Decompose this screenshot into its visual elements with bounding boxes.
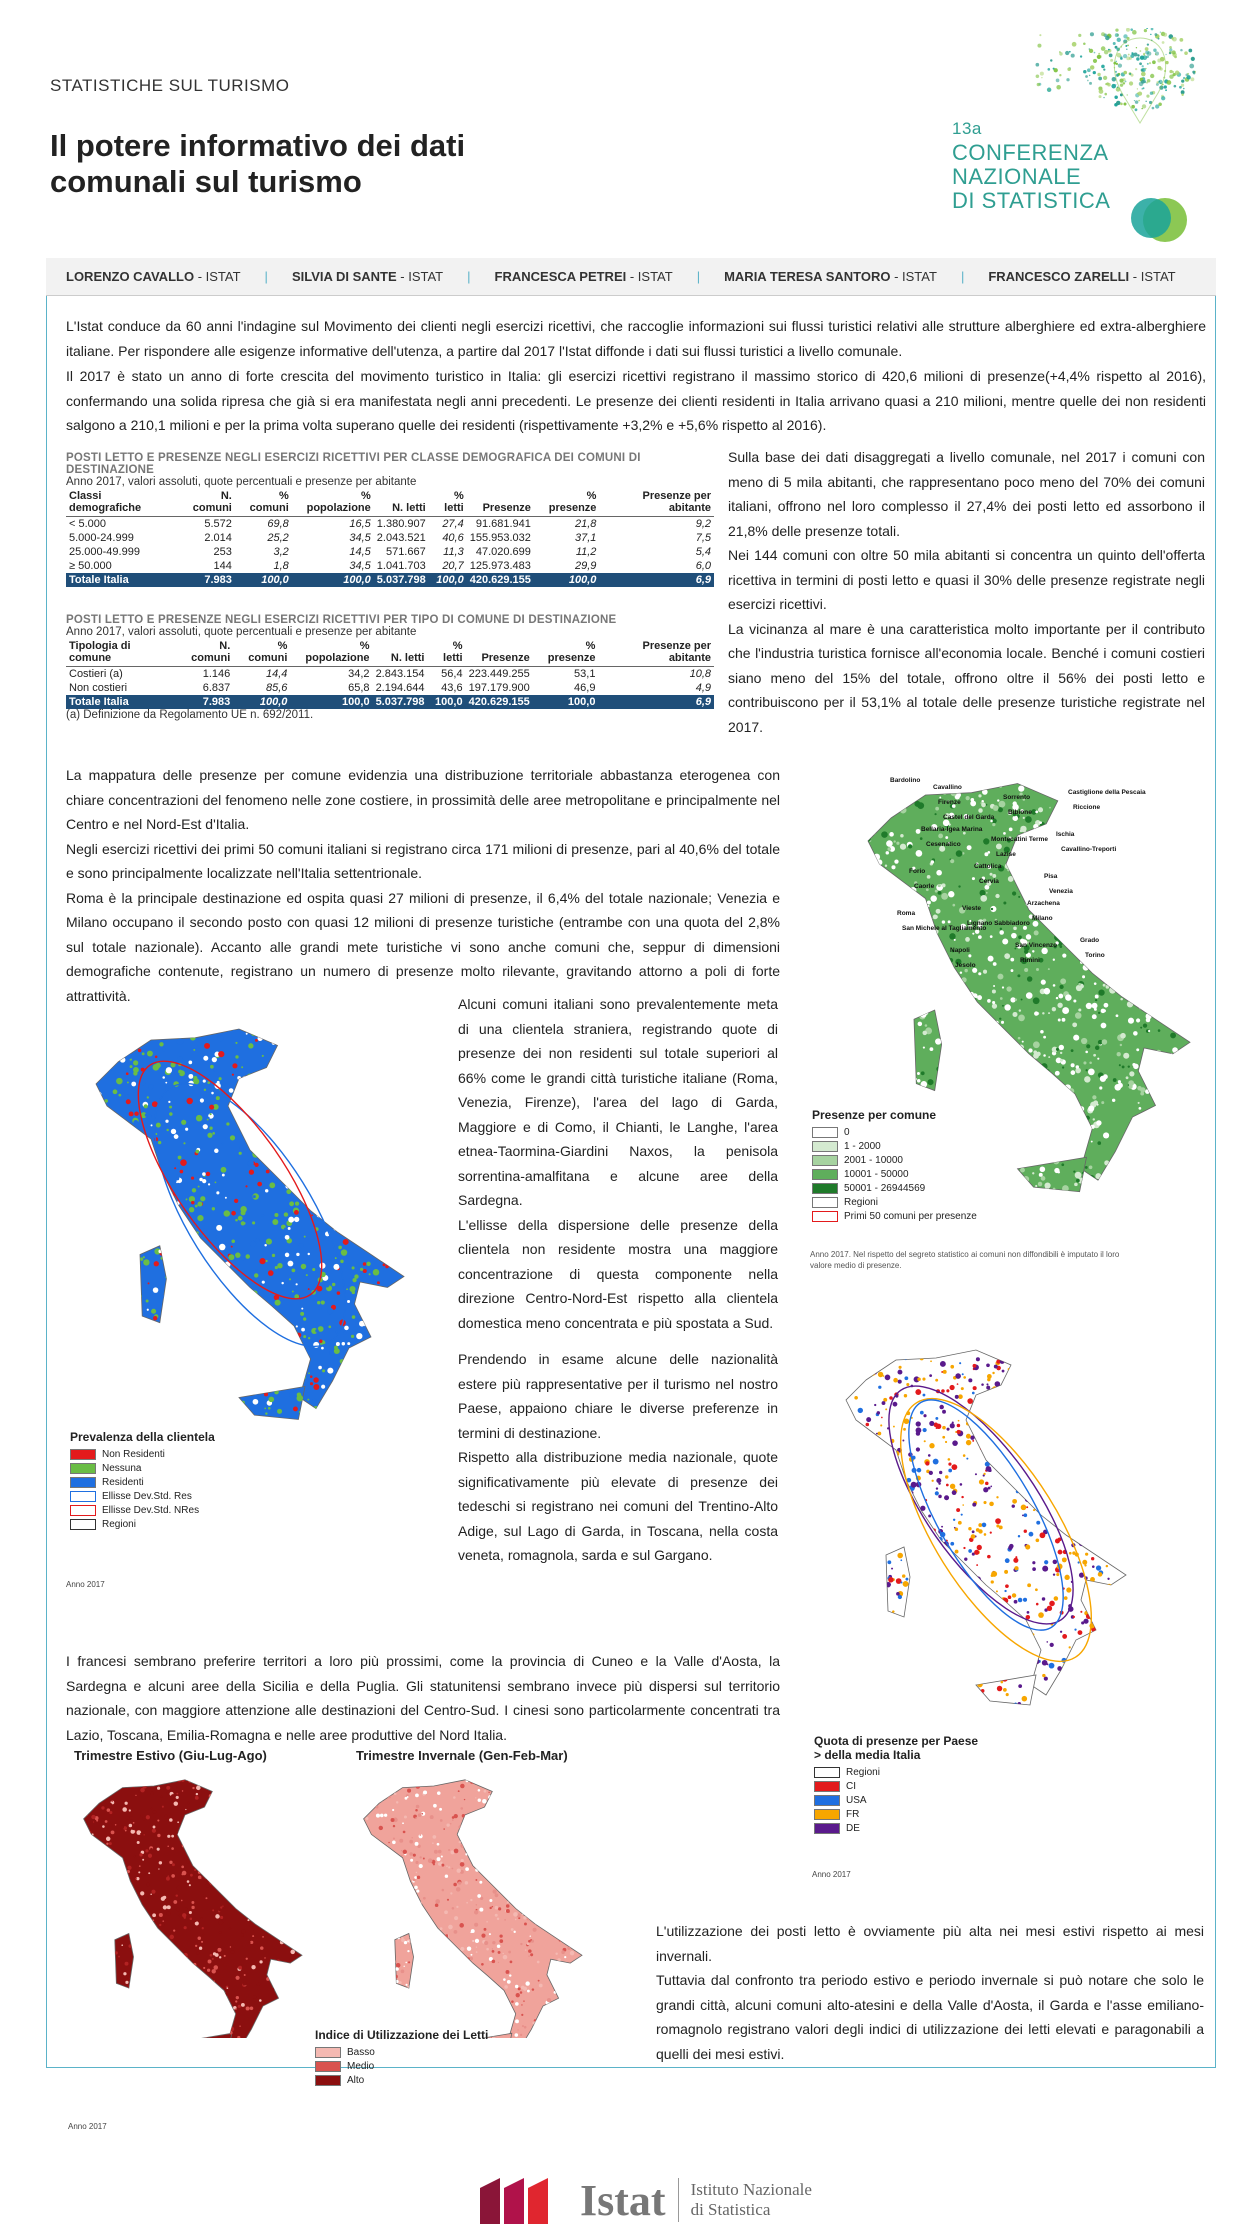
table-cell: 56,4 — [441, 668, 463, 680]
table-cell: 144 — [213, 560, 232, 572]
table-row — [66, 667, 714, 682]
legend-swatch — [814, 1809, 840, 1820]
table-cell: 420.629.155 — [467, 573, 534, 587]
map1-place-label: Bardolino — [890, 777, 921, 784]
table-header: Presenze per abitante — [598, 638, 714, 667]
right-p1: Sulla base dei dati disaggregati a livello comunale, nel 2017 i comuni con meno di 5 mila abitanti, che rappresentano poco meno del 70% dei comuni italiani, offrono nel loro complesso il 27,4% dei posti letto ed assorbono il 21,8% delle presenze totali. — [728, 449, 1205, 539]
author-org: - ISTAT — [400, 269, 444, 284]
mid-p2: Negli esercizi ricettivi dei primi 50 comuni italiani si registrano circa 171 milioni di presenze, pari al 40,6% del totale e sono principalmente localizzate nell'Italia settentrionale. — [66, 840, 780, 881]
table-cell: 125.973.483 — [469, 560, 531, 572]
map1-legend — [812, 1108, 977, 1225]
legend-label: Residenti — [102, 1477, 144, 1488]
map1-place-label: Castiglione della Pescaia — [1068, 789, 1146, 796]
legend-item — [812, 1155, 977, 1166]
table-header: % presenze — [534, 488, 600, 517]
table2 — [66, 638, 714, 709]
table-cell: 100,0 — [534, 573, 600, 587]
author-name: SILVIA DI SANTE - ISTAT — [291, 269, 444, 284]
map1-legend-title: Presenze per comune — [812, 1108, 937, 1122]
table-cell: 100,0 — [533, 695, 599, 709]
map3-legend — [814, 1734, 984, 1837]
legend-label: Non Residenti — [102, 1449, 165, 1460]
right-p2: Nei 144 comuni con oltre 50 mila abitanti si concentra un quinto dell'offerta ricettiva in termini di posti letto e quasi il 30% delle presenze registrate negli esercizi ricettivi. — [728, 547, 1205, 612]
legend-swatch — [315, 2047, 341, 2058]
table-cell: 6,0 — [695, 560, 711, 572]
legend-item — [812, 1169, 977, 1180]
table1-block — [66, 452, 714, 587]
legend-item — [814, 1781, 984, 1792]
map-nazionalita — [806, 1330, 1216, 1885]
map1-place-label: Rimini — [1020, 957, 1040, 964]
map1-place-label: Jesolo — [955, 962, 976, 969]
legend-label: Medio — [347, 2061, 375, 2072]
legend-item — [70, 1491, 215, 1502]
legend-label: FR — [846, 1809, 860, 1820]
map4-caption: Anno 2017 — [68, 2122, 107, 2131]
right-p3: La vicinanza al mare è una caratteristica molto importante per il contributo che l'industria turistica fornisce all'economia locale. Benché i comuni costieri siano meno del 15% del totale, offrono oltre il 56% dei posti letto e contribuiscono per il 53,1% al totale delle presenze turistiche registrate nel 2017. — [728, 620, 1205, 735]
map1-place-label: Milano — [1032, 915, 1053, 922]
legend-item — [812, 1211, 977, 1222]
legend-item — [812, 1127, 977, 1138]
legend-label: Ellisse Dev.Std. Res — [102, 1491, 192, 1502]
legend-swatch — [814, 1795, 840, 1806]
table-cell: 29,9 — [575, 560, 597, 572]
map1-place-label: Roma — [897, 910, 916, 917]
map1-place-label: Riccione — [1073, 804, 1101, 811]
table-header: N. letti — [373, 638, 428, 667]
map1-place-label: Cavallino — [933, 784, 962, 791]
legend-swatch — [812, 1183, 838, 1194]
legend-label: USA — [846, 1795, 867, 1806]
map1-place-label: San Vincenzo — [1015, 942, 1058, 949]
legend-label: DE — [846, 1823, 860, 1834]
table-cell: 21,8 — [575, 518, 597, 530]
map1-place-label: Torino — [1085, 952, 1105, 959]
legend-swatch — [315, 2061, 341, 2072]
italy-map-nazionalita — [806, 1330, 1216, 1720]
legend-item — [70, 1505, 215, 1516]
legend-swatch — [814, 1781, 840, 1792]
map1-place-label: Cervia — [979, 878, 999, 885]
table-cell: 253 — [213, 546, 232, 558]
legend-label: 10001 - 50000 — [844, 1169, 909, 1180]
author-separator: | — [960, 269, 965, 284]
wide-text: I francesi sembrano preferire territori a loro più prossimi, come la provincia di Cuneo e la Valle d'Aosta, la Sardegna e alcuni aree della Sicilia e della Puglia. Gli statunitensi sembrano invece più dispersi sul territorio nazionale, con maggiore attenzione alle destinazioni del Centro-Sud. I cinesi sono particolarmente concentrati tra Lazio, Toscana, Emilia-Romagna e nelle aree produttive del Nord Italia. — [66, 1653, 780, 1743]
map4-legend-title: Indice di Utilizzazione dei Letti — [315, 2028, 489, 2042]
table-cell: 53,1 — [574, 668, 596, 680]
table-header: Tipologia di comune — [66, 638, 175, 667]
legend-swatch — [70, 1491, 96, 1502]
table-cell: < 5.000 — [69, 518, 107, 530]
italy-island — [914, 1010, 942, 1091]
table-cell: 47.020.699 — [475, 546, 531, 558]
legend-swatch — [70, 1519, 96, 1530]
section-kicker: STATISTICHE SUL TURISMO — [50, 76, 290, 95]
table-cell: 34,5 — [349, 560, 371, 572]
legend-label: Primi 50 comuni per presenze — [844, 1211, 977, 1222]
legend-swatch — [70, 1463, 96, 1474]
map1-place-label: Pisa — [1044, 873, 1058, 880]
author-separator: | — [264, 269, 268, 284]
table-cell: 5.572 — [204, 518, 232, 530]
legend-swatch — [812, 1197, 838, 1208]
legend-item — [812, 1197, 977, 1208]
table-cell: Totale Italia — [66, 573, 177, 587]
istat-mark-icon — [478, 2174, 572, 2226]
table-cell: 11,2 — [575, 546, 597, 558]
author-name: MARIA TERESA SANTORO - ISTAT — [724, 269, 937, 284]
author-org: - ISTAT — [197, 269, 241, 284]
map1-place-label: Bibione — [1008, 809, 1032, 816]
author-name: FRANCESCO ZARELLI - ISTAT — [988, 269, 1176, 284]
map-prevalenza — [60, 1010, 460, 1590]
table-cell: 5.037.798 — [374, 573, 429, 587]
table1 — [66, 488, 714, 587]
table-header: % comuni — [233, 638, 290, 667]
map1-place-label: Venezia — [1049, 888, 1073, 895]
table-cell: 1,8 — [273, 560, 289, 572]
map1-place-label: Cesenatico — [926, 841, 961, 848]
table-cell: 5.037.798 — [373, 695, 428, 709]
table-header: % letti — [429, 488, 467, 517]
map1-place-label: Forio — [909, 868, 926, 875]
istat-logo — [478, 2170, 812, 2230]
table-row — [66, 559, 714, 573]
table-cell: 14,4 — [265, 668, 288, 680]
map1-caption: Anno 2017. Nel rispetto del segreto statistico ai comuni non diffondibili è imputato il loro valore medio di presenze. — [810, 1250, 1120, 1270]
table-cell: Totale Italia — [66, 695, 175, 709]
final-text — [656, 1919, 1204, 2066]
table-cell: 65,8 — [348, 682, 370, 694]
map1-place-label: Montecatini Terme — [991, 836, 1048, 843]
table2-note: (a) Definizione da Regolamento UE n. 692/2011. — [66, 709, 314, 721]
table-cell: 43,6 — [441, 682, 463, 694]
map2-legend — [70, 1430, 215, 1533]
table-cell: 6,9 — [598, 695, 714, 709]
map1-place-label: Sorrento — [1003, 794, 1031, 801]
table-cell: 100,0 — [428, 695, 466, 709]
table-header: % popolazione — [290, 638, 372, 667]
map1-place-label: Grado — [1080, 937, 1100, 944]
legend-item — [315, 2075, 488, 2086]
table-cell: 571.667 — [385, 546, 426, 558]
legend-swatch — [814, 1823, 840, 1834]
legend-swatch — [70, 1505, 96, 1516]
legend-label: 1 - 2000 — [844, 1141, 881, 1152]
legend-item — [814, 1767, 984, 1778]
legend-label: Nessuna — [102, 1463, 142, 1474]
legend-item — [315, 2061, 488, 2072]
side-text — [458, 992, 778, 1568]
map2-legend-title: Prevalenza della clientela — [70, 1430, 215, 1444]
legend-item — [812, 1183, 977, 1194]
final-p2: Tuttavia dal confronto tra periodo estivo e periodo invernale si può notare che solo le grandi città, alcuni comuni alto-atesini e della Valle d'Aosta, il Garda e l'asse emiliano-romagnolo registrano valori degli indici di utilizzazione dei letti elevati e paragonabili a quelli dei mesi estivi. — [656, 1972, 1204, 2062]
table-cell: 100,0 — [292, 573, 374, 587]
legend-label: Regioni — [844, 1197, 878, 1208]
table-cell: 100,0 — [233, 695, 290, 709]
side-p4: Rispetto alla distribuzione media nazionale, quote significativamente più elevate di presenze dei tedeschi si registrano nei comuni del Trentino-Alto Adige, sul Lago di Garda, in Toscana, nella costa veneta, romagnola, sarda e sul Gargano. — [458, 1449, 778, 1563]
legend-item — [814, 1809, 984, 1820]
table-cell: 34,2 — [348, 668, 370, 680]
author-name: FRANCESCA PETREI - ISTAT — [494, 269, 673, 284]
table-cell: 46,9 — [574, 682, 596, 694]
table-cell: 1.380.907 — [376, 518, 426, 530]
map1-place-label: Caorle — [914, 883, 935, 890]
table-cell: 197.179.900 — [468, 682, 530, 694]
table-row — [66, 573, 714, 587]
istat-wordmark: Istat — [580, 2175, 666, 2225]
author-name: LORENZO CAVALLO - ISTAT — [66, 269, 241, 284]
table-header: % presenze — [533, 638, 599, 667]
map1-place-label: Ischia — [1056, 831, 1075, 838]
map-utilizzazione — [60, 1748, 620, 2086]
table-cell: 100,0 — [429, 573, 467, 587]
table-cell: 6,9 — [599, 573, 714, 587]
table-cell: 69,8 — [267, 518, 289, 530]
table-cell: Costieri (a) — [69, 668, 123, 680]
map1-place-label: Lignano Sabbiadoro — [967, 920, 1030, 927]
author-org: - ISTAT — [1132, 269, 1176, 284]
side-p1: Alcuni comuni italiani sono prevalentemente meta di una clientela straniera, registrando quote di presenze dei non residenti sul totale superiori al 66% come le grandi città turistiche italiane (Roma, Venezia, Firenze), l'area del lago di Garda, Maggiore e di Como, il Chianti, le Langhe, l'area etnea-Taormina-Giardini Naxos, la penisola sorrentina-amalfitana e alcune aree della Sardegna. — [458, 996, 778, 1208]
legend-item — [70, 1449, 215, 1460]
table-cell: 20,7 — [442, 560, 464, 572]
legend-item — [70, 1463, 215, 1474]
table-cell: Non costieri — [69, 682, 128, 694]
map1-place-label: Bellaria-Igea Marina — [921, 826, 983, 833]
legend-label: Regioni — [846, 1767, 880, 1778]
author-separator: | — [467, 269, 471, 284]
side-p2: L'ellisse della dispersione delle presenze della clientela non residente mostra una maggiore concentrazione di questa componente nella direzione Centro-Nord-Est rispetto alla clientela domestica meno concentrata e più spostata a Sud. — [458, 1216, 778, 1331]
table-cell: 1.146 — [202, 668, 231, 680]
italy-maps-utilizzazione — [60, 1770, 620, 2038]
table-cell: 100,0 — [235, 573, 292, 587]
italy-island — [185, 2033, 232, 2038]
table-header: N. letti — [374, 488, 429, 517]
table1-title: POSTI LETTO E PRESENZE NEGLI ESERCIZI RICETTIVI PER CLASSE DEMOGRAFICA DEI COMUNI DI DESTINAZIONE — [66, 452, 641, 476]
table-header: Classi demografiche — [66, 488, 177, 517]
table-cell: 6.837 — [202, 682, 231, 694]
legend-swatch — [812, 1141, 838, 1152]
legend-swatch — [812, 1169, 838, 1180]
table-cell: 223.449.255 — [468, 668, 530, 680]
table-cell: 2.843.154 — [375, 668, 425, 680]
table-cell: 37,1 — [575, 532, 597, 544]
page-title: Il potere informativo dei dati comunali sul turismo — [50, 128, 466, 199]
table1-subtitle: Anno 2017, valori assoluti, quote percentuali e presenze per abitante — [66, 476, 417, 488]
author-org: - ISTAT — [629, 269, 673, 284]
table-cell: 420.629.155 — [466, 695, 533, 709]
table-cell: 5.000-24.999 — [69, 532, 134, 544]
legend-swatch — [812, 1211, 838, 1222]
table-cell: 16,5 — [349, 518, 371, 530]
map3-legend-title: Quota di presenze per Paese > della media Italia — [814, 1734, 979, 1762]
table-row — [66, 545, 714, 559]
table-header: % comuni — [235, 488, 292, 517]
map4-title-invernale: Trimestre Invernale (Gen-Feb-Mar) — [356, 1748, 568, 1763]
table-cell: 34,5 — [349, 532, 371, 544]
table-cell: 91.681.941 — [475, 518, 531, 530]
table-cell: 155.953.032 — [469, 532, 531, 544]
table-header: % popolazione — [292, 488, 374, 517]
table-cell: 40,6 — [442, 532, 464, 544]
italy-map-prevalenza — [60, 1010, 460, 1420]
table-cell: 27,4 — [442, 518, 464, 530]
legend-item — [812, 1141, 977, 1152]
legend-swatch — [70, 1449, 96, 1460]
table-cell: 14,5 — [349, 546, 371, 558]
legend-label: 2001 - 10000 — [844, 1155, 903, 1166]
legend-label: CI — [846, 1781, 856, 1792]
map3-caption: Anno 2017 — [812, 1870, 851, 1879]
author-separator: | — [696, 269, 701, 284]
table-cell: 100,0 — [290, 695, 372, 709]
table2-title: POSTI LETTO E PRESENZE NEGLI ESERCIZI RICETTIVI PER TIPO DI COMUNE DI DESTINAZIONE — [66, 614, 617, 626]
authors-bar — [46, 258, 1216, 296]
table-row — [66, 517, 714, 532]
right-text — [728, 445, 1205, 739]
legend-label: Ellisse Dev.Std. NRes — [102, 1505, 200, 1516]
table-row — [66, 531, 714, 545]
map1-place-label: Lazise — [996, 851, 1016, 858]
legend-item — [814, 1823, 984, 1834]
table-header: % letti — [428, 638, 466, 667]
map1-place-label: Arzachena — [1027, 900, 1060, 907]
legend-item — [70, 1519, 215, 1530]
legend-swatch — [814, 1767, 840, 1778]
final-p1: L'utilizzazione dei posti letto è ovviamente più alta nei mesi estivi rispetto ai mesi invernali. — [656, 1923, 1204, 1964]
table-cell: 7.983 — [175, 695, 233, 709]
map1-place-label: Cavallino-Treporti — [1061, 846, 1117, 853]
table-cell: ≥ 50.000 — [69, 560, 112, 572]
table-cell: 2.043.521 — [376, 532, 426, 544]
legend-label: Alto — [347, 2075, 365, 2086]
author-org: - ISTAT — [894, 269, 937, 284]
legend-item — [70, 1477, 215, 1488]
legend-swatch — [70, 1477, 96, 1488]
map2-caption: Anno 2017 — [66, 1580, 105, 1589]
table-cell: 7,5 — [695, 532, 711, 544]
conference-name: 13a CONFERENZA NAZIONALE DI STATISTICA — [952, 119, 1111, 213]
italy-island — [115, 1933, 134, 1988]
table-cell: 11,3 — [443, 546, 464, 558]
table-row — [66, 695, 714, 709]
table-cell: 2.014 — [204, 532, 232, 544]
map4-title-estivo: Trimestre Estivo (Giu-Lug-Ago) — [74, 1748, 267, 1763]
map1-place-label: Vieste — [962, 905, 982, 912]
legend-item — [814, 1795, 984, 1806]
table-header: N. comuni — [177, 488, 235, 517]
legend-swatch — [315, 2075, 341, 2086]
intro-p2: Il 2017 è stato un anno di forte crescita del movimento turistico in Italia: gli esercizi ricettivi registrano il massimo storico di 420,6 milioni di presenze(+4,4% rispetto al 2016), confermando una solida ripresa che già si era manifestata negli anni precedenti. Le presenze dei clienti residenti in Italia arrivano quasi a 210 milioni, mentre quelle dei non residenti salgono a 210,1 milioni e per la prima volta superano quelle dei residenti (rispettivamente +3,2% e +5,6% rispetto al 2016). — [66, 368, 1206, 433]
table-cell: 9,2 — [695, 518, 711, 530]
table2-block — [66, 614, 714, 721]
table-cell: 3,2 — [273, 546, 289, 558]
table-header: Presenze — [466, 638, 533, 667]
legend-swatch — [812, 1127, 838, 1138]
table-cell: 25.000-49.999 — [69, 546, 140, 558]
intro-p1: L'Istat conduce da 60 anni l'indagine sul Movimento dei clienti negli esercizi ricettivi, che raccoglie informazioni sui flussi turistici relativi alle strutture alberghiere ed extra-alberghiere italiane. Per rispondere alle esigenze informative dell'utenza, a partire dal 2017 l'Istat diffonde i dati sui flussi turistici a livello comunale. — [66, 318, 1206, 359]
mid-text — [66, 763, 780, 1008]
table-cell: 1.041.703 — [376, 560, 426, 572]
side-p3: Prendendo in esame alcune delle nazionalità estere più rappresentative per il turismo nel nostro Paese, appaiono chiare le diverse preferenze in termini di destinazione. — [458, 1351, 778, 1441]
legend-label: Regioni — [102, 1519, 136, 1530]
istat-fullname: Istituto Nazionale di Statistica — [690, 2180, 812, 2219]
legend-item — [315, 2047, 488, 2058]
table-header: N. comuni — [175, 638, 233, 667]
map1-place-label: Firenze — [938, 799, 961, 806]
mid-p1: La mappatura delle presenze per comune evidenzia una distribuzione territoriale abbastanza eterogenea con chiare concentrazioni del fenomeno nelle zone costiere, in prossimità delle aree metropolitane e principalmente nel Centro e nel Nord-Est d'Italia. — [66, 767, 780, 832]
table-cell: 4,9 — [695, 682, 711, 694]
table-header: Presenze per abitante — [599, 488, 714, 517]
legend-label: Basso — [347, 2047, 375, 2058]
table-row — [66, 681, 714, 695]
legend-swatch — [812, 1155, 838, 1166]
legend-label: 0 — [844, 1127, 850, 1138]
map1-place-label: Cattolica — [974, 863, 1002, 870]
italy-mainland — [96, 1029, 404, 1409]
table-cell: 7.983 — [177, 573, 235, 587]
map1-place-label: San Michele al Tagliamento — [902, 925, 987, 932]
map4-legend — [315, 2028, 488, 2089]
map1-place-label: Castel del Garda — [943, 814, 995, 821]
italy-mainland — [846, 1350, 1126, 1695]
table-cell: 5,4 — [695, 546, 711, 558]
table-cell: 25,2 — [267, 532, 289, 544]
table-cell: 10,8 — [689, 668, 711, 680]
mid-p3: Roma è la principale destinazione ed ospita quasi 27 milioni di presenze, il 6,4% del totale nazionale; Venezia e Milano occupano il secondo posto con quasi 12 milioni di presenze turistiche (entrambe con una quota del 2,8% sul totale nazionale). Accanto alle grandi mete turistiche vi sono anche comuni che, seppur di dimensioni demografiche contenute, registrano un numero di presenze molto rilevante, gravitando attorno a poli di forte attrattività. — [66, 889, 780, 1004]
legend-label: 50001 - 26944569 — [844, 1183, 926, 1194]
table2-subtitle: Anno 2017, valori assoluti, quote percentuali e presenze per abitante — [66, 626, 417, 638]
map-presenze — [800, 752, 1210, 1292]
table-header: Presenze — [467, 488, 534, 517]
table-cell: 85,6 — [265, 682, 288, 694]
map1-place-label: Napoli — [950, 947, 970, 954]
table-cell: 2.194.644 — [375, 682, 425, 694]
